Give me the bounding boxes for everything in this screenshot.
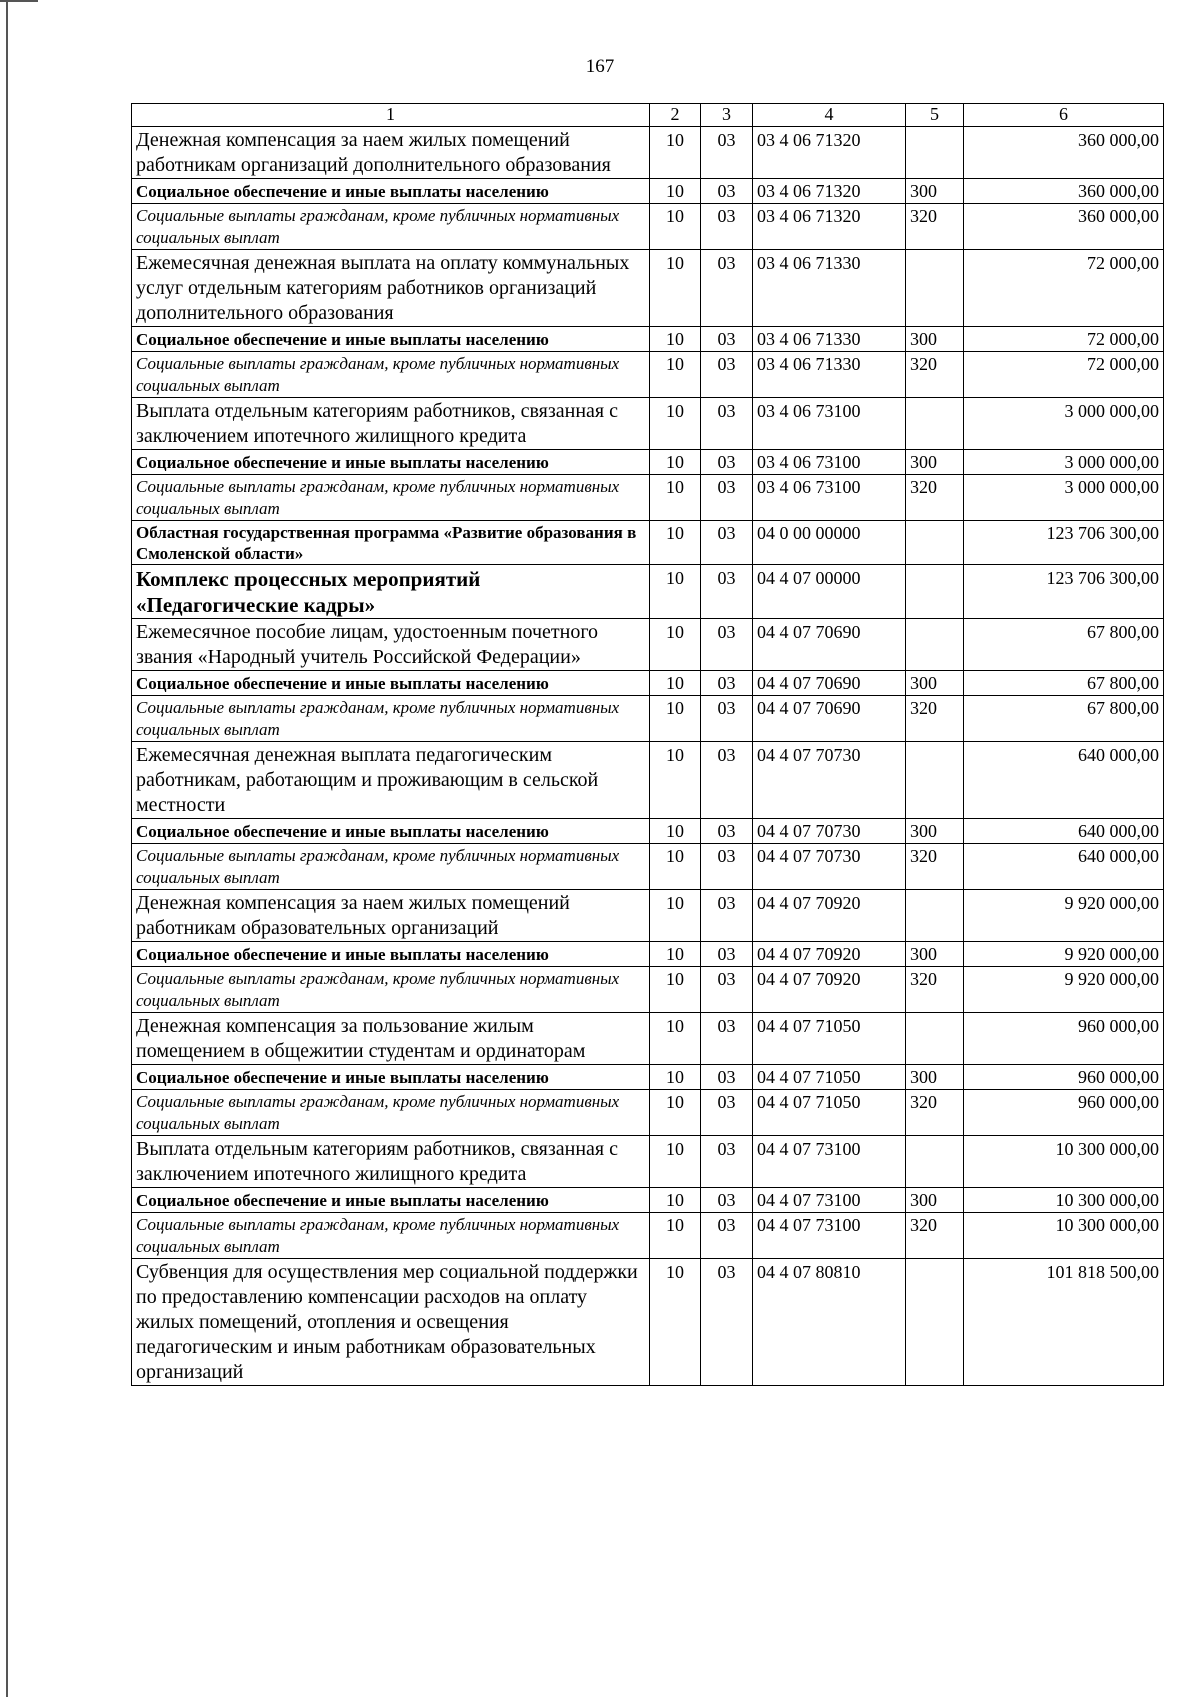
row-code-cell: 04 4 07 71050	[753, 1090, 906, 1136]
row-name-cell: Социальное обеспечение и иные выплаты населению	[132, 1065, 650, 1090]
row-subsection-cell: 03	[701, 844, 753, 890]
row-name-cell: Социальное обеспечение и иные выплаты населению	[132, 1188, 650, 1213]
table-row	[132, 890, 1164, 942]
table-row	[132, 1213, 1164, 1259]
row-amount-cell: 360 000,00	[964, 179, 1164, 204]
row-subsection-cell: 03	[701, 1259, 753, 1386]
row-type-cell: 300	[906, 1188, 964, 1213]
row-subsection-cell: 03	[701, 967, 753, 1013]
row-code-cell: 04 0 00 00000	[753, 521, 906, 565]
row-subsection-cell: 03	[701, 1013, 753, 1065]
row-amount-cell: 9 920 000,00	[964, 967, 1164, 1013]
row-name-cell: Социальное обеспечение и иные выплаты населению	[132, 179, 650, 204]
row-amount-cell: 123 706 300,00	[964, 521, 1164, 565]
row-code-cell: 04 4 07 73100	[753, 1136, 906, 1188]
row-code-cell: 04 4 07 70730	[753, 844, 906, 890]
row-code-cell: 03 4 06 73100	[753, 398, 906, 450]
row-subsection-cell: 03	[701, 1136, 753, 1188]
row-subsection-cell: 03	[701, 475, 753, 521]
row-section-cell: 10	[650, 450, 701, 475]
row-section-cell: 10	[650, 742, 701, 819]
row-name-cell: Денежная компенсация за пользование жилым помещением в общежитии студентам и ординаторам	[132, 1013, 650, 1065]
row-amount-cell: 123 706 300,00	[964, 565, 1164, 619]
row-amount-cell: 9 920 000,00	[964, 890, 1164, 942]
row-code-cell: 03 4 06 71320	[753, 127, 906, 179]
row-code-cell: 03 4 06 71330	[753, 352, 906, 398]
row-amount-cell: 640 000,00	[964, 742, 1164, 819]
row-code-cell: 04 4 07 70920	[753, 942, 906, 967]
row-section-cell: 10	[650, 1013, 701, 1065]
row-name-cell: Выплата отдельным категориям работников, связанная с заключением ипотечного жилищного кредита	[132, 1136, 650, 1188]
table-body	[132, 104, 1164, 1386]
table-row	[132, 398, 1164, 450]
row-subsection-cell: 03	[701, 450, 753, 475]
row-amount-cell: 960 000,00	[964, 1065, 1164, 1090]
table-row	[132, 352, 1164, 398]
row-type-cell	[906, 1013, 964, 1065]
row-section-cell: 10	[650, 696, 701, 742]
row-section-cell: 10	[650, 1136, 701, 1188]
scan-left-edge	[6, 0, 8, 1697]
row-code-cell: 04 4 07 80810	[753, 1259, 906, 1386]
row-subsection-cell: 03	[701, 942, 753, 967]
row-type-cell: 300	[906, 671, 964, 696]
row-amount-cell: 3 000 000,00	[964, 398, 1164, 450]
table-row	[132, 1259, 1164, 1386]
row-section-cell: 10	[650, 1213, 701, 1259]
table-row	[132, 696, 1164, 742]
row-subsection-cell: 03	[701, 1213, 753, 1259]
row-name-cell: Социальное обеспечение и иные выплаты населению	[132, 942, 650, 967]
row-subsection-cell: 03	[701, 352, 753, 398]
row-code-cell: 04 4 07 71050	[753, 1065, 906, 1090]
row-type-cell: 320	[906, 1090, 964, 1136]
row-subsection-cell: 03	[701, 521, 753, 565]
row-subsection-cell: 03	[701, 565, 753, 619]
row-section-cell: 10	[650, 250, 701, 327]
row-section-cell: 10	[650, 890, 701, 942]
column-header: 4	[753, 104, 906, 127]
row-code-cell: 03 4 06 71330	[753, 250, 906, 327]
column-header: 6	[964, 104, 1164, 127]
row-type-cell	[906, 398, 964, 450]
row-type-cell: 320	[906, 352, 964, 398]
row-type-cell	[906, 619, 964, 671]
table-row	[132, 565, 1164, 619]
row-amount-cell: 72 000,00	[964, 327, 1164, 352]
row-amount-cell: 67 800,00	[964, 619, 1164, 671]
row-section-cell: 10	[650, 1065, 701, 1090]
row-subsection-cell: 03	[701, 204, 753, 250]
row-type-cell	[906, 890, 964, 942]
table-row	[132, 619, 1164, 671]
row-type-cell: 300	[906, 1065, 964, 1090]
table-header-row	[132, 104, 1164, 127]
row-code-cell: 04 4 07 70690	[753, 696, 906, 742]
table-row	[132, 671, 1164, 696]
row-type-cell: 320	[906, 967, 964, 1013]
table-row	[132, 1090, 1164, 1136]
row-section-cell: 10	[650, 127, 701, 179]
row-type-cell	[906, 742, 964, 819]
row-code-cell: 03 4 06 73100	[753, 450, 906, 475]
row-amount-cell: 10 300 000,00	[964, 1213, 1164, 1259]
row-amount-cell: 360 000,00	[964, 204, 1164, 250]
row-amount-cell: 101 818 500,00	[964, 1259, 1164, 1386]
row-name-cell: Социальные выплаты гражданам, кроме публичных нормативных социальных выплат	[132, 1213, 650, 1259]
row-type-cell: 320	[906, 1213, 964, 1259]
row-section-cell: 10	[650, 942, 701, 967]
row-type-cell	[906, 565, 964, 619]
table-row	[132, 450, 1164, 475]
row-section-cell: 10	[650, 398, 701, 450]
table-row	[132, 1188, 1164, 1213]
row-name-cell: Комплекс процессных мероприятий «Педагогические кадры»	[132, 565, 650, 619]
row-section-cell: 10	[650, 327, 701, 352]
row-name-cell: Социальные выплаты гражданам, кроме публичных нормативных социальных выплат	[132, 204, 650, 250]
table-row	[132, 327, 1164, 352]
row-amount-cell: 10 300 000,00	[964, 1188, 1164, 1213]
row-name-cell: Социальные выплаты гражданам, кроме публичных нормативных социальных выплат	[132, 475, 650, 521]
row-amount-cell: 67 800,00	[964, 671, 1164, 696]
row-name-cell: Областная государственная программа «Развитие образования в Смоленской области»	[132, 521, 650, 565]
row-name-cell: Социальное обеспечение и иные выплаты населению	[132, 671, 650, 696]
row-section-cell: 10	[650, 819, 701, 844]
row-type-cell: 320	[906, 696, 964, 742]
row-subsection-cell: 03	[701, 819, 753, 844]
row-section-cell: 10	[650, 671, 701, 696]
page-number: 167	[585, 56, 615, 77]
row-type-cell: 320	[906, 475, 964, 521]
row-section-cell: 10	[650, 1188, 701, 1213]
column-header: 5	[906, 104, 964, 127]
budget-table	[131, 103, 1164, 1386]
row-amount-cell: 960 000,00	[964, 1090, 1164, 1136]
table-row	[132, 1013, 1164, 1065]
table-row	[132, 475, 1164, 521]
row-amount-cell: 10 300 000,00	[964, 1136, 1164, 1188]
row-code-cell: 03 4 06 71330	[753, 327, 906, 352]
row-amount-cell: 72 000,00	[964, 250, 1164, 327]
row-code-cell: 04 4 07 70730	[753, 819, 906, 844]
row-section-cell: 10	[650, 179, 701, 204]
row-name-cell: Социальное обеспечение и иные выплаты населению	[132, 327, 650, 352]
row-name-cell: Социальные выплаты гражданам, кроме публичных нормативных социальных выплат	[132, 967, 650, 1013]
table-row	[132, 844, 1164, 890]
row-amount-cell: 3 000 000,00	[964, 475, 1164, 521]
row-subsection-cell: 03	[701, 250, 753, 327]
row-type-cell: 320	[906, 204, 964, 250]
row-section-cell: 10	[650, 475, 701, 521]
column-header: 3	[701, 104, 753, 127]
row-subsection-cell: 03	[701, 742, 753, 819]
table-row	[132, 127, 1164, 179]
row-code-cell: 04 4 07 73100	[753, 1213, 906, 1259]
row-subsection-cell: 03	[701, 671, 753, 696]
row-amount-cell: 960 000,00	[964, 1013, 1164, 1065]
row-type-cell: 320	[906, 844, 964, 890]
row-section-cell: 10	[650, 1090, 701, 1136]
row-subsection-cell: 03	[701, 890, 753, 942]
row-type-cell	[906, 250, 964, 327]
row-subsection-cell: 03	[701, 179, 753, 204]
column-header: 2	[650, 104, 701, 127]
table-row	[132, 819, 1164, 844]
row-code-cell: 04 4 07 71050	[753, 1013, 906, 1065]
table-row	[132, 179, 1164, 204]
row-code-cell: 04 4 07 70730	[753, 742, 906, 819]
table-row	[132, 1065, 1164, 1090]
table-row	[132, 967, 1164, 1013]
row-name-cell: Ежемесячная денежная выплата на оплату коммунальных услуг отдельным категориям работников организаций дополнительного образования	[132, 250, 650, 327]
row-type-cell: 300	[906, 450, 964, 475]
row-code-cell: 04 4 07 70920	[753, 967, 906, 1013]
row-type-cell: 300	[906, 942, 964, 967]
row-section-cell: 10	[650, 565, 701, 619]
row-name-cell: Ежемесячное пособие лицам, удостоенным почетного звания «Народный учитель Российской Федерации»	[132, 619, 650, 671]
row-type-cell: 300	[906, 819, 964, 844]
row-type-cell	[906, 127, 964, 179]
row-amount-cell: 640 000,00	[964, 819, 1164, 844]
table-row	[132, 204, 1164, 250]
row-section-cell: 10	[650, 967, 701, 1013]
row-code-cell: 03 4 06 73100	[753, 475, 906, 521]
row-amount-cell: 9 920 000,00	[964, 942, 1164, 967]
row-name-cell: Социальные выплаты гражданам, кроме публичных нормативных социальных выплат	[132, 696, 650, 742]
row-section-cell: 10	[650, 204, 701, 250]
row-name-cell: Социальные выплаты гражданам, кроме публичных нормативных социальных выплат	[132, 1090, 650, 1136]
row-subsection-cell: 03	[701, 327, 753, 352]
column-header: 1	[132, 104, 650, 127]
table-row	[132, 250, 1164, 327]
row-type-cell	[906, 1259, 964, 1386]
row-section-cell: 10	[650, 619, 701, 671]
row-type-cell	[906, 1136, 964, 1188]
row-name-cell: Денежная компенсация за наем жилых помещений работникам образовательных организаций	[132, 890, 650, 942]
table-row	[132, 1136, 1164, 1188]
row-name-cell: Социальные выплаты гражданам, кроме публичных нормативных социальных выплат	[132, 352, 650, 398]
row-name-cell: Ежемесячная денежная выплата педагогическим работникам, работающим и проживающим в сельской местности	[132, 742, 650, 819]
row-type-cell	[906, 521, 964, 565]
row-subsection-cell: 03	[701, 1065, 753, 1090]
row-type-cell: 300	[906, 179, 964, 204]
row-subsection-cell: 03	[701, 696, 753, 742]
row-subsection-cell: 03	[701, 1188, 753, 1213]
row-subsection-cell: 03	[701, 619, 753, 671]
row-name-cell: Денежная компенсация за наем жилых помещений работникам организаций дополнительного образования	[132, 127, 650, 179]
row-name-cell: Социальное обеспечение и иные выплаты населению	[132, 819, 650, 844]
row-code-cell: 04 4 07 73100	[753, 1188, 906, 1213]
scan-top-mark	[0, 0, 38, 2]
row-code-cell: 04 4 07 70920	[753, 890, 906, 942]
row-code-cell: 03 4 06 71320	[753, 204, 906, 250]
row-name-cell: Субвенция для осуществления мер социальной поддержки по предоставлению компенсации расходов на оплату жилых помещений, отопления и освещения педагогическим и иным работникам образовательных организаций	[132, 1259, 650, 1386]
row-amount-cell: 640 000,00	[964, 844, 1164, 890]
row-type-cell: 300	[906, 327, 964, 352]
row-subsection-cell: 03	[701, 1090, 753, 1136]
row-section-cell: 10	[650, 1259, 701, 1386]
row-section-cell: 10	[650, 521, 701, 565]
table-row	[132, 942, 1164, 967]
row-section-cell: 10	[650, 352, 701, 398]
row-subsection-cell: 03	[701, 127, 753, 179]
row-code-cell: 04 4 07 70690	[753, 671, 906, 696]
row-amount-cell: 72 000,00	[964, 352, 1164, 398]
row-amount-cell: 360 000,00	[964, 127, 1164, 179]
row-name-cell: Социальные выплаты гражданам, кроме публичных нормативных социальных выплат	[132, 844, 650, 890]
row-code-cell: 03 4 06 71320	[753, 179, 906, 204]
row-name-cell: Социальное обеспечение и иные выплаты населению	[132, 450, 650, 475]
row-amount-cell: 3 000 000,00	[964, 450, 1164, 475]
row-subsection-cell: 03	[701, 398, 753, 450]
row-section-cell: 10	[650, 844, 701, 890]
row-amount-cell: 67 800,00	[964, 696, 1164, 742]
row-code-cell: 04 4 07 00000	[753, 565, 906, 619]
row-name-cell: Выплата отдельным категориям работников, связанная с заключением ипотечного жилищного кредита	[132, 398, 650, 450]
row-code-cell: 04 4 07 70690	[753, 619, 906, 671]
table-row	[132, 521, 1164, 565]
table-row	[132, 742, 1164, 819]
